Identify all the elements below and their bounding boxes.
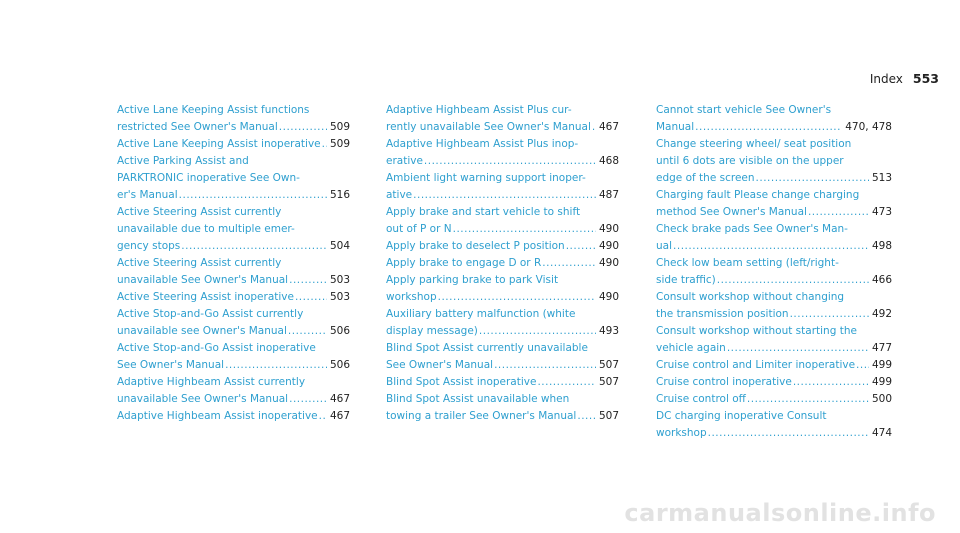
index-entry[interactable] — [386, 238, 619, 255]
entry-last-line — [117, 357, 350, 374]
leader-dots — [295, 289, 327, 306]
index-entry[interactable] — [386, 102, 619, 136]
entry-page-number[interactable]: 507 — [598, 410, 619, 422]
entry-text-line: Manual — [656, 121, 695, 133]
entry-page-number[interactable]: 490 — [598, 223, 619, 235]
entry-page-number[interactable]: 503 — [329, 274, 350, 286]
leader-dots — [808, 204, 869, 221]
entry-last-line — [117, 408, 350, 425]
leader-dots — [319, 408, 327, 425]
entry-text-line: Cruise control off — [656, 393, 746, 405]
entry-text-line: Cruise control and Limiter inoperative — [656, 359, 856, 371]
leader-dots — [225, 357, 327, 374]
leader-dots — [288, 323, 327, 340]
leader-dots — [179, 187, 327, 204]
entry-text-line: Active Parking Assist and — [117, 155, 249, 167]
leader-dots — [695, 119, 842, 136]
index-entry[interactable] — [117, 340, 350, 374]
entry-text-line: Active Steering Assist currently — [117, 206, 282, 218]
entry-text-line: restricted See Owner's Manual — [117, 121, 278, 133]
entry-text-line: Active Steering Assist currently — [117, 257, 282, 269]
index-column-3 — [656, 102, 892, 442]
entry-page-number[interactable]: 467 — [329, 410, 350, 422]
entry-text-line: Active Steering Assist inoperative — [117, 291, 294, 303]
entry-last-line — [656, 119, 892, 136]
entry-page-number[interactable]: 503 — [329, 291, 350, 303]
entry-text-line: workshop — [656, 427, 707, 439]
entry-page-number[interactable]: 500 — [871, 393, 892, 405]
entry-last-line — [117, 289, 350, 306]
index-column-1 — [117, 102, 350, 425]
entry-last-line — [656, 238, 892, 255]
leader-dots — [566, 238, 596, 255]
entry-last-line — [386, 255, 619, 272]
entry-text-line: Check low beam setting (left/right- — [656, 257, 839, 269]
leader-dots — [289, 272, 327, 289]
page-number: 553 — [912, 71, 939, 86]
entry-text-line: See Owner's Manual — [386, 359, 494, 371]
entry-text-line: the transmission position — [656, 308, 789, 320]
entry-text-line: unavailable see Owner's Manual — [117, 325, 287, 337]
leader-dots — [856, 357, 869, 374]
entry-last-line — [386, 238, 619, 255]
leader-dots — [727, 340, 869, 357]
index-entry[interactable] — [117, 204, 350, 255]
entry-last-line — [656, 306, 892, 323]
index-entry[interactable] — [656, 221, 892, 255]
entry-text-line: Charging fault Please change charging — [656, 189, 860, 201]
leader-dots — [717, 272, 869, 289]
entry-page-number[interactable]: 473 — [871, 206, 892, 218]
index-entry[interactable] — [117, 374, 350, 408]
entry-text-line: Active Stop-and-Go Assist currently — [117, 308, 304, 320]
index-entry[interactable] — [386, 340, 619, 374]
entry-page-number[interactable]: 492 — [871, 308, 892, 320]
entry-page-number[interactable]: 468 — [598, 155, 619, 167]
entry-last-line — [656, 374, 892, 391]
leader-dots — [479, 323, 596, 340]
entry-text-line: Consult workshop without starting the — [656, 325, 857, 337]
entry-text-line: Cruise control inoperative — [656, 376, 792, 388]
entry-page-number[interactable]: 467 — [329, 393, 350, 405]
entry-text-line: Consult workshop without changing — [656, 291, 845, 303]
entry-page-number[interactable]: 509 — [329, 138, 350, 150]
entry-text-line: edge of the screen — [656, 172, 755, 184]
entry-last-line — [386, 357, 619, 374]
entry-text-line: rently unavailable See Owner's Manual — [386, 121, 591, 133]
entry-last-line — [117, 187, 350, 204]
entry-page-number[interactable]: 506 — [329, 359, 350, 371]
entry-text-line: side traffic) — [656, 274, 716, 286]
entry-last-line — [386, 323, 619, 340]
entry-last-line — [117, 391, 350, 408]
entry-text-line: Cannot start vehicle See Owner's — [656, 104, 832, 116]
index-column-2 — [386, 102, 619, 425]
entry-text-line: out of P or N — [386, 223, 452, 235]
entry-page-number[interactable]: 467 — [598, 121, 619, 133]
leader-dots — [537, 374, 596, 391]
entry-last-line — [386, 289, 619, 306]
index-entry[interactable] — [656, 391, 892, 408]
entry-page-number[interactable]: 490 — [598, 291, 619, 303]
entry-page-number[interactable]: 507 — [598, 376, 619, 388]
page-header — [870, 71, 939, 86]
leader-dots — [542, 255, 596, 272]
entry-last-line — [656, 170, 892, 187]
entry-text-line: workshop — [386, 291, 437, 303]
entry-last-line — [386, 374, 619, 391]
entry-last-line — [386, 408, 619, 425]
entry-last-line — [117, 272, 350, 289]
index-entry[interactable] — [656, 357, 892, 374]
entry-text-line: DC charging inoperative Consult — [656, 410, 827, 422]
entry-last-line — [656, 425, 892, 442]
leader-dots — [413, 187, 596, 204]
entry-page-number[interactable]: 477 — [871, 342, 892, 354]
entry-page-number[interactable]: 466 — [871, 274, 892, 286]
entry-text-line: display message) — [386, 325, 478, 337]
entry-page-number[interactable]: 498 — [871, 240, 892, 252]
entry-text-line: Active Stop-and-Go Assist inoperative — [117, 342, 316, 354]
entry-last-line — [117, 238, 350, 255]
index-entry[interactable] — [117, 306, 350, 340]
leader-dots — [181, 238, 327, 255]
entry-text-line: Apply brake and start vehicle to shift — [386, 206, 581, 218]
index-entry[interactable] — [117, 255, 350, 289]
entry-last-line — [117, 323, 350, 340]
entry-last-line — [656, 272, 892, 289]
index-entry[interactable] — [386, 204, 619, 238]
leader-dots — [322, 136, 327, 153]
entry-text-line: unavailable See Owner's Manual — [117, 274, 289, 286]
leader-dots — [790, 306, 869, 323]
entry-last-line — [386, 187, 619, 204]
leader-dots — [279, 119, 327, 136]
entry-page-number[interactable]: 513 — [871, 172, 892, 184]
index-entry[interactable] — [386, 374, 619, 391]
leader-dots — [494, 357, 596, 374]
index-entry[interactable] — [656, 102, 892, 136]
leader-dots — [708, 425, 869, 442]
entry-text-line: ual — [656, 240, 673, 252]
index-entry[interactable] — [386, 272, 619, 306]
entry-text-line: gency stops — [117, 240, 181, 252]
leader-dots — [453, 221, 596, 238]
entry-page-number[interactable]: 487 — [598, 189, 619, 201]
entry-page-number[interactable]: 506 — [329, 325, 350, 337]
entry-text-line: Adaptive Highbeam Assist Plus cur- — [386, 104, 572, 116]
entry-last-line — [117, 119, 350, 136]
entry-page-number[interactable]: 490 — [598, 257, 619, 269]
entry-text-line: Adaptive Highbeam Assist currently — [117, 376, 306, 388]
index-entry[interactable] — [656, 374, 892, 391]
entry-last-line — [656, 357, 892, 374]
entry-text-line: until 6 dots are visible on the upper — [656, 155, 844, 167]
index-entry[interactable] — [386, 170, 619, 204]
leader-dots — [577, 408, 596, 425]
index-entry[interactable] — [386, 255, 619, 272]
entry-text-line: ative — [386, 189, 413, 201]
entry-text-line: Blind Spot Assist inoperative — [386, 376, 537, 388]
entry-page-number[interactable]: 470, 478 — [845, 121, 892, 133]
leader-dots — [793, 374, 869, 391]
entry-text-line: Adaptive Highbeam Assist Plus inop- — [386, 138, 579, 150]
index-entry[interactable] — [117, 408, 350, 425]
leader-dots — [673, 238, 869, 255]
leader-dots — [424, 153, 596, 170]
entry-text-line: erative — [386, 155, 423, 167]
entry-text-line: Blind Spot Assist currently unavailable — [386, 342, 588, 354]
index-entry[interactable] — [386, 136, 619, 170]
entry-text-line: er's Manual — [117, 189, 178, 201]
entry-page-number[interactable]: 507 — [598, 359, 619, 371]
entry-page-number[interactable]: 499 — [871, 376, 892, 388]
watermark: carmanualsonline.info — [624, 499, 936, 527]
entry-text-line: Active Lane Keeping Assist inoperative — [117, 138, 321, 150]
leader-dots — [756, 170, 869, 187]
entry-page-number[interactable]: 516 — [329, 189, 350, 201]
index-entry[interactable] — [386, 306, 619, 340]
index-entry[interactable] — [117, 153, 350, 204]
entry-text-line: vehicle again — [656, 342, 726, 354]
entry-text-line: Apply brake to deselect P position — [386, 240, 565, 252]
entry-page-number[interactable]: 490 — [598, 240, 619, 252]
entry-text-line: Adaptive Highbeam Assist inoperative — [117, 410, 318, 422]
index-entry[interactable] — [656, 136, 892, 187]
entry-text-line: towing a trailer See Owner's Manual — [386, 410, 577, 422]
entry-text-line: method See Owner's Manual — [656, 206, 807, 218]
entry-page-number[interactable]: 474 — [871, 427, 892, 439]
entry-text-line: Apply brake to engage D or R — [386, 257, 542, 269]
entry-last-line — [656, 340, 892, 357]
entry-page-number[interactable]: 504 — [329, 240, 350, 252]
leader-dots — [289, 391, 327, 408]
entry-text-line: Apply parking brake to park Visit — [386, 274, 559, 286]
entry-text-line: Blind Spot Assist unavailable when — [386, 393, 570, 405]
index-entry[interactable] — [386, 391, 619, 425]
entry-page-number[interactable]: 509 — [329, 121, 350, 133]
index-entry[interactable] — [656, 187, 892, 221]
index-entry[interactable] — [656, 255, 892, 289]
index-entry[interactable] — [117, 102, 350, 136]
entry-last-line — [386, 119, 619, 136]
index-entry[interactable] — [117, 136, 350, 153]
entry-last-line — [117, 136, 350, 153]
leader-dots — [747, 391, 869, 408]
entry-last-line — [656, 204, 892, 221]
leader-dots — [438, 289, 596, 306]
entry-text-line: Active Lane Keeping Assist functions — [117, 104, 310, 116]
index-entry[interactable] — [656, 323, 892, 357]
index-entry[interactable] — [117, 289, 350, 306]
entry-last-line — [386, 153, 619, 170]
entry-last-line — [386, 221, 619, 238]
entry-text-line: unavailable See Owner's Manual — [117, 393, 289, 405]
entry-text-line: Auxiliary battery malfunction (white — [386, 308, 576, 320]
entry-text-line: unavailable due to multiple emer- — [117, 223, 295, 235]
leader-dots — [592, 119, 596, 136]
index-title: Index — [869, 72, 903, 86]
entry-text-line: PARKTRONIC inoperative See Own- — [117, 172, 300, 184]
entry-page-number[interactable]: 499 — [871, 359, 892, 371]
entry-text-line: Check brake pads See Owner's Man- — [656, 223, 848, 235]
entry-page-number[interactable]: 493 — [598, 325, 619, 337]
index-entry[interactable] — [656, 289, 892, 323]
index-entry[interactable] — [656, 408, 892, 442]
entry-text-line: Ambient light warning support inoper- — [386, 172, 586, 184]
entry-text-line: See Owner's Manual — [117, 359, 225, 371]
entry-text-line: Change steering wheel/ seat position — [656, 138, 852, 150]
entry-last-line — [656, 391, 892, 408]
